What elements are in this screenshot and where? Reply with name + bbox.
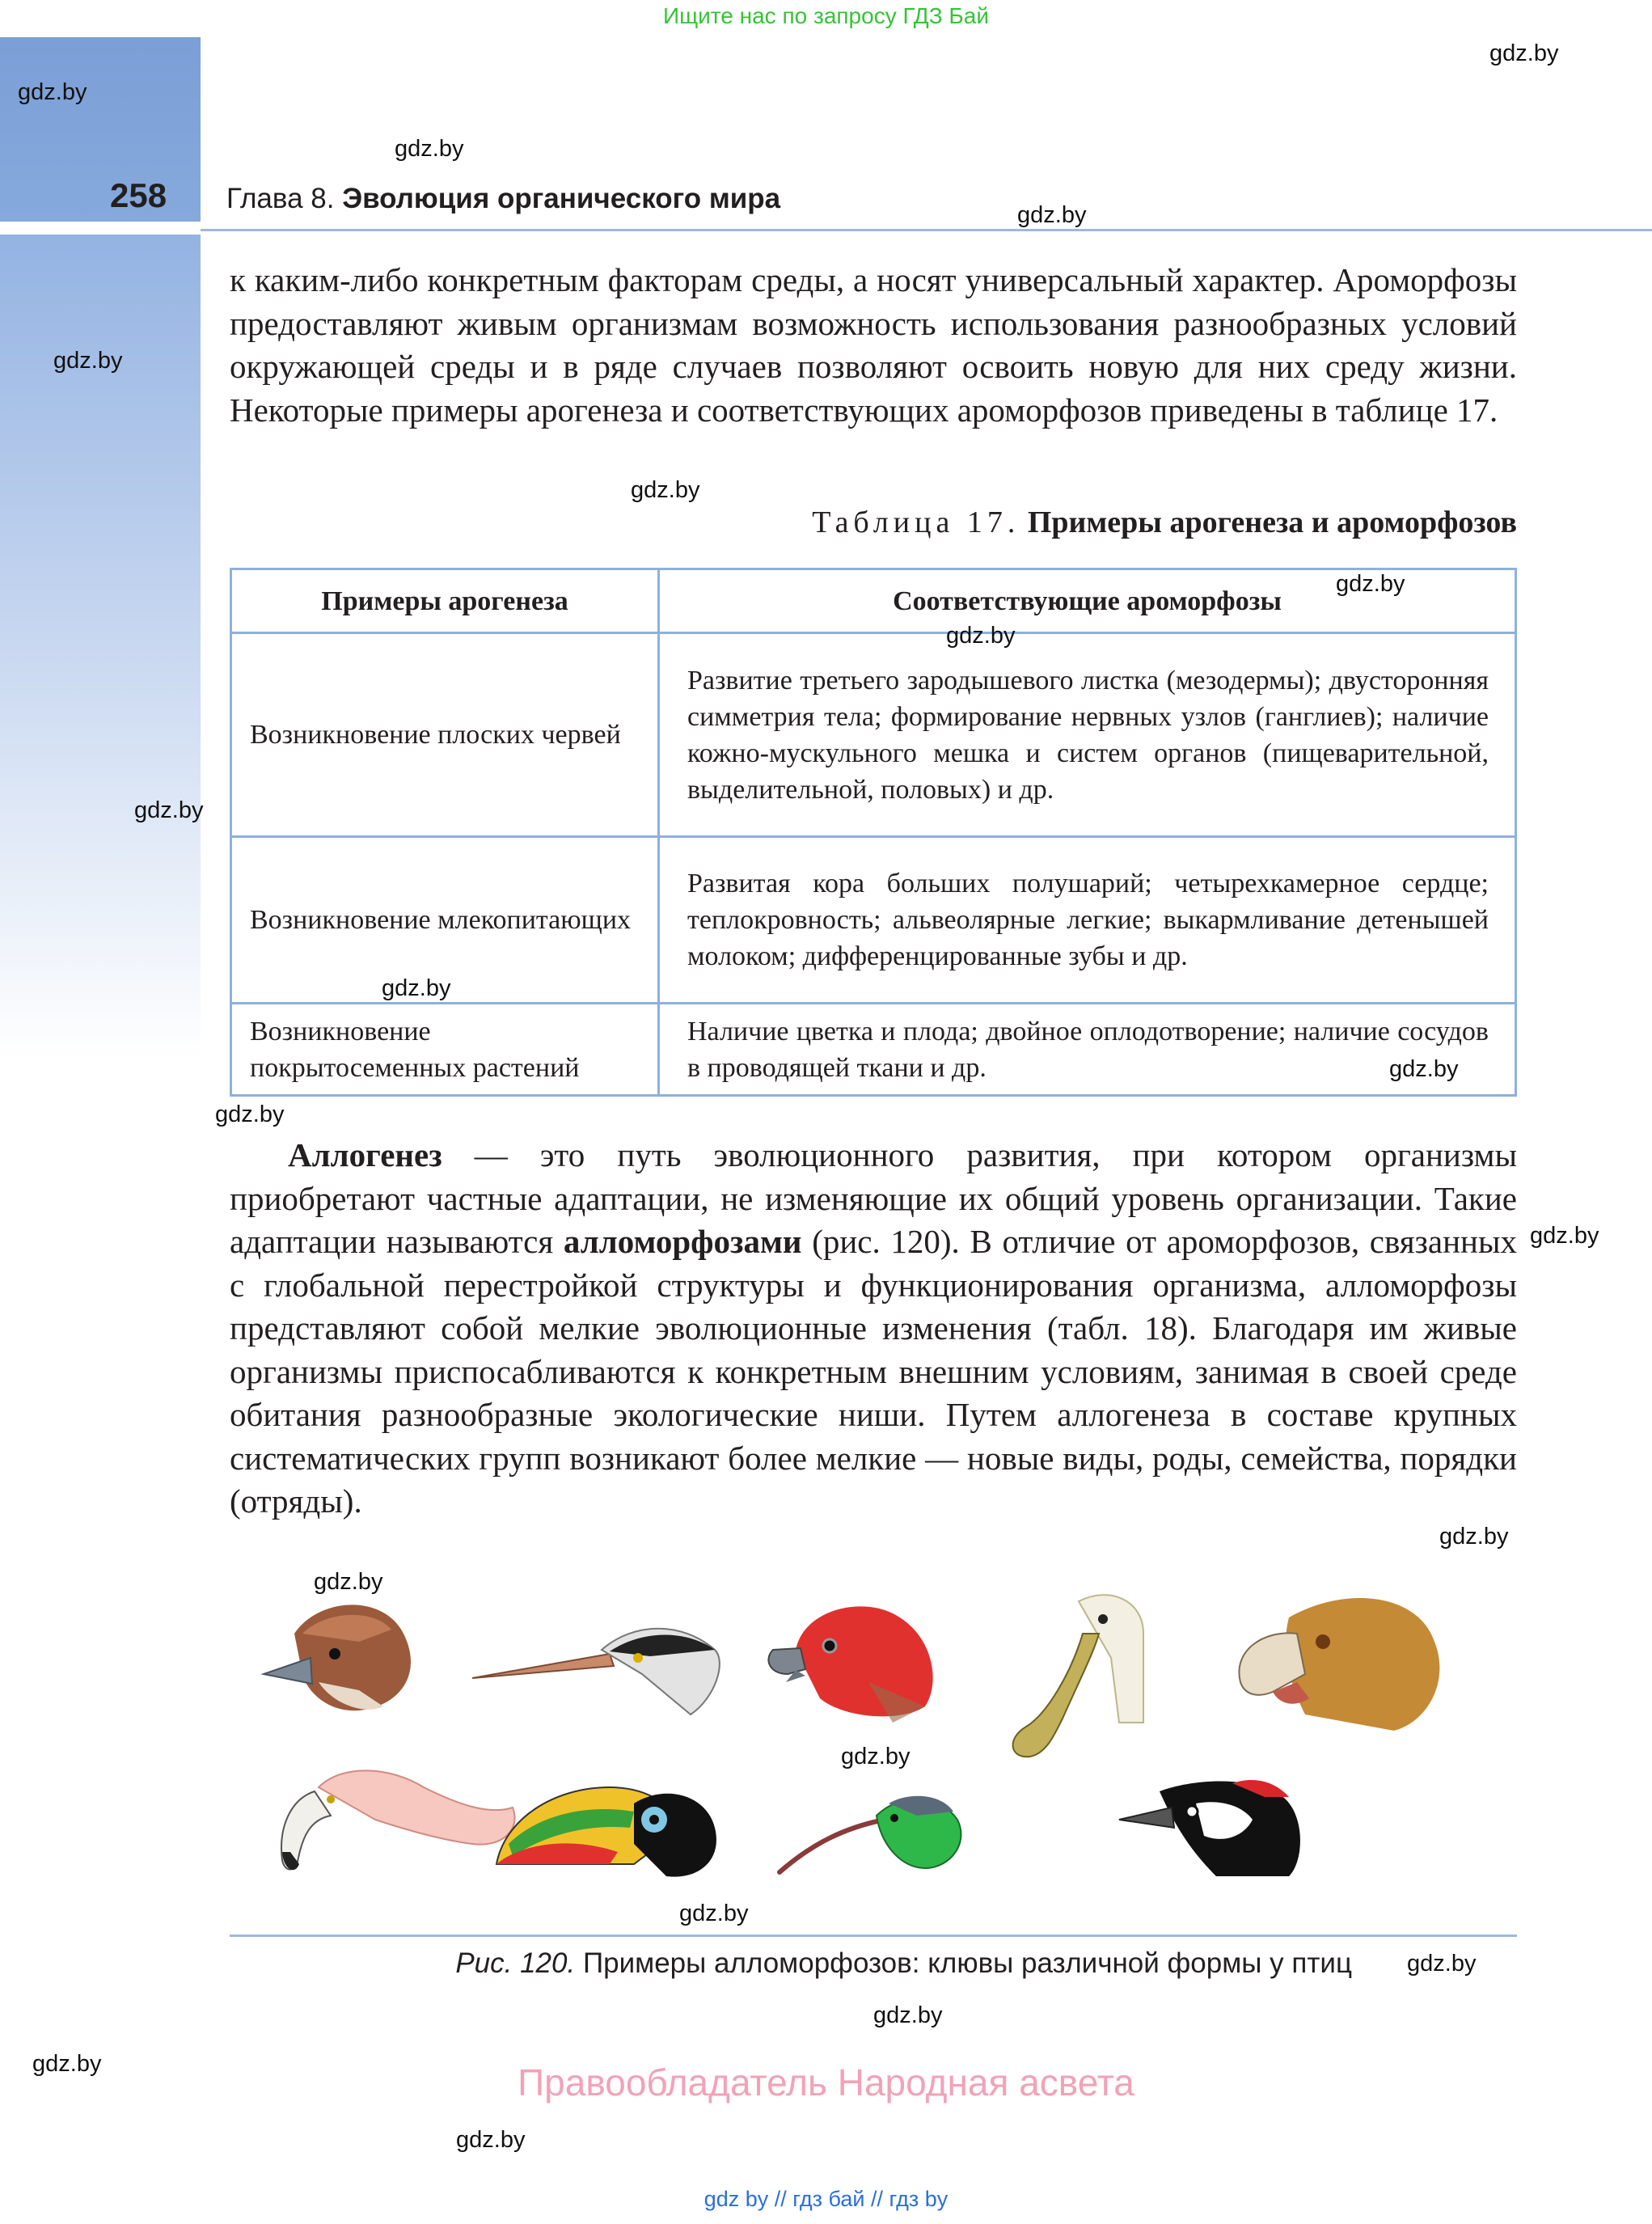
figure-caption (230, 1947, 1352, 1980)
term-allomorphoses: алломорфозами (563, 1223, 802, 1260)
watermark: gdz.by (382, 975, 451, 1001)
copyright-notice: Правообладатель Народная асвета (518, 2061, 1134, 2103)
chapter-name: Эволюция органического мира (342, 183, 781, 214)
watermark: gdz.by (1017, 202, 1087, 228)
flamingo-head-icon (281, 1770, 514, 1870)
watermark: gdz.by (32, 2051, 102, 2077)
header-divider (201, 229, 1652, 231)
watermark: gdz.by (679, 1901, 749, 1926)
toucan-head-icon (496, 1787, 716, 1877)
allogenesis-text-1: — это путь эволюционного развития, при котором организмы приобретают частные адаптации, не изменяющие их общий уровень организации. Такие адаптации называются (230, 1136, 1517, 1260)
table-title: Примеры арогенеза и ароморфозов (1027, 505, 1517, 539)
hawfinch-head-icon (264, 1605, 411, 1710)
spoonbill-head-icon (1013, 1595, 1143, 1757)
aromorphoses-table (230, 568, 1517, 1097)
table-header-cell: Примеры арогенеза (231, 569, 659, 633)
watermark: gdz.by (946, 623, 1016, 649)
watermark: gdz.by (53, 348, 123, 374)
table-cell-aromorphoses: Развитая кора больших полушарий; четырехкамерное сердце; теплокровность; альвеолярные легкие; выкармливание детенышей молоком; дифференцированные зубы и др. (659, 837, 1516, 1004)
watermark: gdz.by (395, 136, 464, 162)
heron-head-icon (472, 1629, 720, 1715)
footer-links[interactable]: gdz by // гдз бай // гдз by (703, 2187, 949, 2211)
watermark: gdz.by (1439, 1524, 1509, 1550)
watermark: gdz.by (1389, 1056, 1459, 1082)
table-cell-aromorphoses: Наличие цветка и плода; двойное оплодотворение; наличие сосудов в проводящей ткани и др. (659, 1004, 1516, 1096)
eagle-head-icon (1239, 1598, 1439, 1731)
intro-text: к каким-либо конкретным факторам среды, а носят универсальный характер. Ароморфозы предоставляют живым организмам возможность использования разнообразных условий окружающей среды и в ряде случаев позволяют освоить новую для них среду жизни. Некоторые примеры арогенеза и соответствующих ароморфозов приведены в таблице 17. (230, 261, 1517, 429)
watermark: gdz.by (18, 79, 87, 105)
watermark: gdz.by (134, 797, 204, 823)
table-cell-example: Возникновение покрытосеменных растений (231, 1004, 659, 1096)
table-header-cell: Соответствующие ароморфозы (659, 569, 1516, 633)
table-header-row (231, 569, 1516, 633)
sunbird-head-icon (780, 1796, 961, 1872)
figure-divider (230, 1934, 1517, 1937)
allogenesis-paragraph (230, 1134, 1517, 1524)
intro-paragraph (230, 259, 1517, 432)
margin-band-top (0, 37, 201, 222)
watermark: gdz.by (314, 1569, 383, 1595)
page-number: 258 (110, 176, 167, 214)
table-row (231, 1004, 1516, 1096)
table-cell-example: Возникновение млекопитающих (231, 837, 659, 1004)
allogenesis-text-2: (рис. 120). В отличие от ароморфозов, связанных с глобальной перестройкой структуры и функционирования организма, алломорфозы представляют собой мелкие эволюционные изменения (табл. 18). Благодаря им живые организмы приспосабливаются к конкретным внешним условиям, занимая в своей среде обитания разнообразные экологические ниши. Путем аллогенеза в составе крупных систематических групп возникают более мелкие — новые виды, роды, семейства, порядки (отряды). (230, 1223, 1517, 1520)
chapter-prefix: Глава 8. (226, 183, 335, 214)
top-banner[interactable]: Ищите нас по запросу ГДЗ Бай (662, 3, 990, 28)
watermark: gdz.by (1336, 571, 1405, 597)
table-label: Таблица 17. (812, 505, 1020, 539)
table-cell-aromorphoses: Развитие третьего зародышевого листка (мезодермы); двусторонняя симметрия тела; формирование нервных узлов (ганглиев); наличие кожно-мускульного мешка и систем органов (пищеварительной, выделительной, половых) и др. (659, 633, 1516, 837)
watermark: gdz.by (215, 1101, 285, 1127)
watermark: gdz.by (1530, 1223, 1599, 1249)
watermark: gdz.by (631, 477, 700, 503)
figure-label: Рис. 120. (455, 1947, 576, 1979)
watermark: gdz.by (841, 1744, 911, 1769)
crossbill-head-icon (768, 1606, 932, 1723)
table-caption (230, 505, 1517, 540)
table-row (231, 633, 1516, 837)
woodpecker-head-icon (1119, 1780, 1300, 1876)
term-allogenesis: Аллогенез (288, 1136, 442, 1173)
chapter-title (226, 183, 780, 215)
watermark: gdz.by (1489, 40, 1559, 66)
table-cell-example: Возникновение плоских червей (231, 633, 659, 837)
watermark: gdz.by (873, 2002, 943, 2028)
watermark: gdz.by (1407, 1951, 1477, 1977)
watermark: gdz.by (456, 2127, 526, 2153)
figure-caption-text: Примеры алломорфозов: клювы различной формы у птиц (582, 1947, 1352, 1979)
